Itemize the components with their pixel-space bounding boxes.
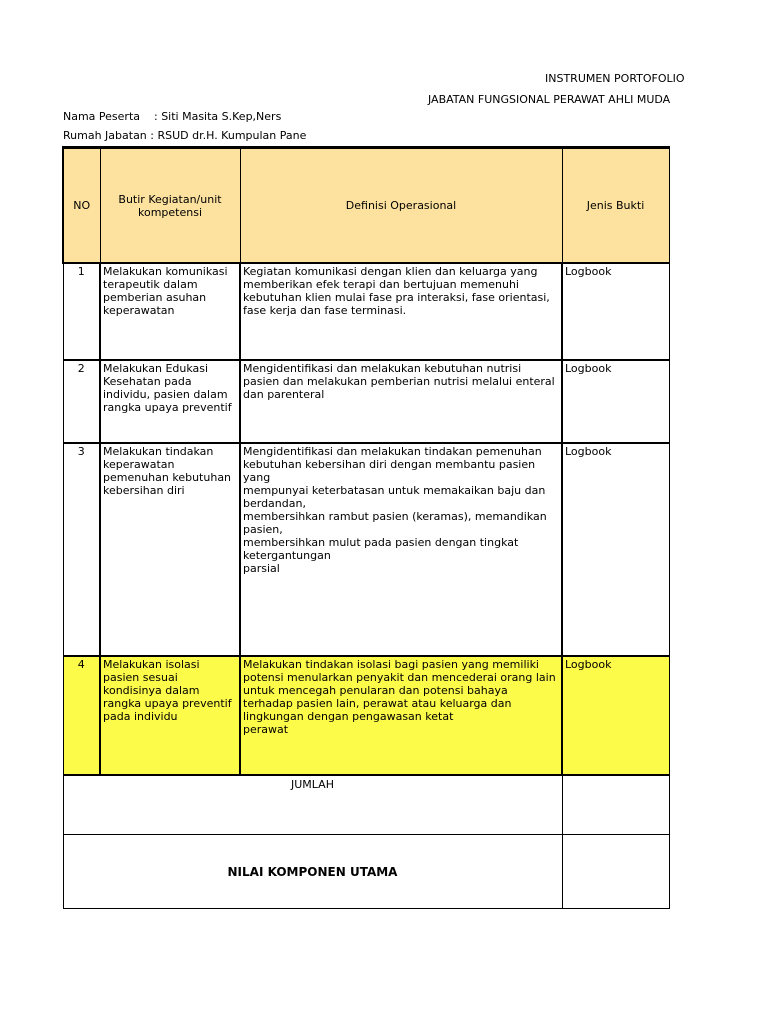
row-jenis: Logbook (562, 263, 669, 360)
jumlah-label: JUMLAH (63, 775, 562, 835)
nilai-value (562, 835, 669, 909)
table-row (63, 443, 669, 656)
row-definisi: Mengidentifikasi dan melakukan kebutuhan nutrisi pasien dan melakukan pemberian nutrisi melalui enteral dan parenteral (240, 360, 562, 443)
document-title: INSTRUMEN PORTOFOLIO (545, 72, 685, 85)
document-subtitle: JABATAN FUNGSIONAL PERAWAT AHLI MUDA (428, 93, 671, 106)
table-row-highlighted (63, 656, 669, 775)
jumlah-row (63, 775, 669, 835)
participant-name: Nama Peserta : Siti Masita S.Kep,Ners (63, 110, 282, 123)
row-jenis: Logbook (562, 443, 669, 656)
jumlah-value (562, 775, 669, 835)
row-definisi: Kegiatan komunikasi dengan klien dan keluarga yang memberikan efek terapi dan bertujuan memenuhi kebutuhan klien mulai fase pra interaksi, fase orientasi, fase kerja dan fase terminasi. (240, 263, 562, 360)
row-jenis: Logbook (562, 656, 669, 775)
row-butir: Melakukan tindakan keperawatan pemenuhan kebutuhan kebersihan diri (100, 443, 240, 656)
header-jenis: Jenis Bukti (562, 148, 669, 264)
nilai-label: NILAI KOMPONEN UTAMA (63, 835, 562, 909)
table-row (63, 360, 669, 443)
row-butir: Melakukan isolasi pasien sesuai kondisinya dalam rangka upaya preventif pada individu (100, 656, 240, 775)
workplace-name: Rumah Jabatan : RSUD dr.H. Kumpulan Pane (63, 129, 307, 142)
row-butir: Melakukan komunikasi terapeutik dalam pemberian asuhan keperawatan (100, 263, 240, 360)
table-header-row (63, 148, 669, 264)
table-row (63, 263, 669, 360)
portfolio-table (62, 146, 670, 909)
header-no: NO (63, 148, 100, 264)
row-no: 1 (63, 263, 100, 360)
row-no: 2 (63, 360, 100, 443)
row-no: 4 (63, 656, 100, 775)
row-jenis: Logbook (562, 360, 669, 443)
nilai-row (63, 835, 669, 909)
header-butir: Butir Kegiatan/unit kompetensi (100, 148, 240, 264)
row-butir: Melakukan Edukasi Kesehatan pada individu, pasien dalam rangka upaya preventif (100, 360, 240, 443)
header-definisi: Definisi Operasional (240, 148, 562, 264)
row-definisi: Melakukan tindakan isolasi bagi pasien yang memiliki potensi menularkan penyakit dan mencederai orang lain untuk mencegah penularan dan potensi bahaya terhadap pasien lain, perawat atau keluarga dan lingkungan dengan pengawasan ketat perawat (240, 656, 562, 775)
row-definisi: Mengidentifikasi dan melakukan tindakan pemenuhan kebutuhan kebersihan diri dengan membantu pasien yang mempunyai keterbatasan untuk memakaikan baju dan berdandan, membersihkan rambut pasien (keramas), memandikan pasien, membersihkan mulut pada pasien dengan tingkat ketergantungan parsial (240, 443, 562, 656)
row-no: 3 (63, 443, 100, 656)
